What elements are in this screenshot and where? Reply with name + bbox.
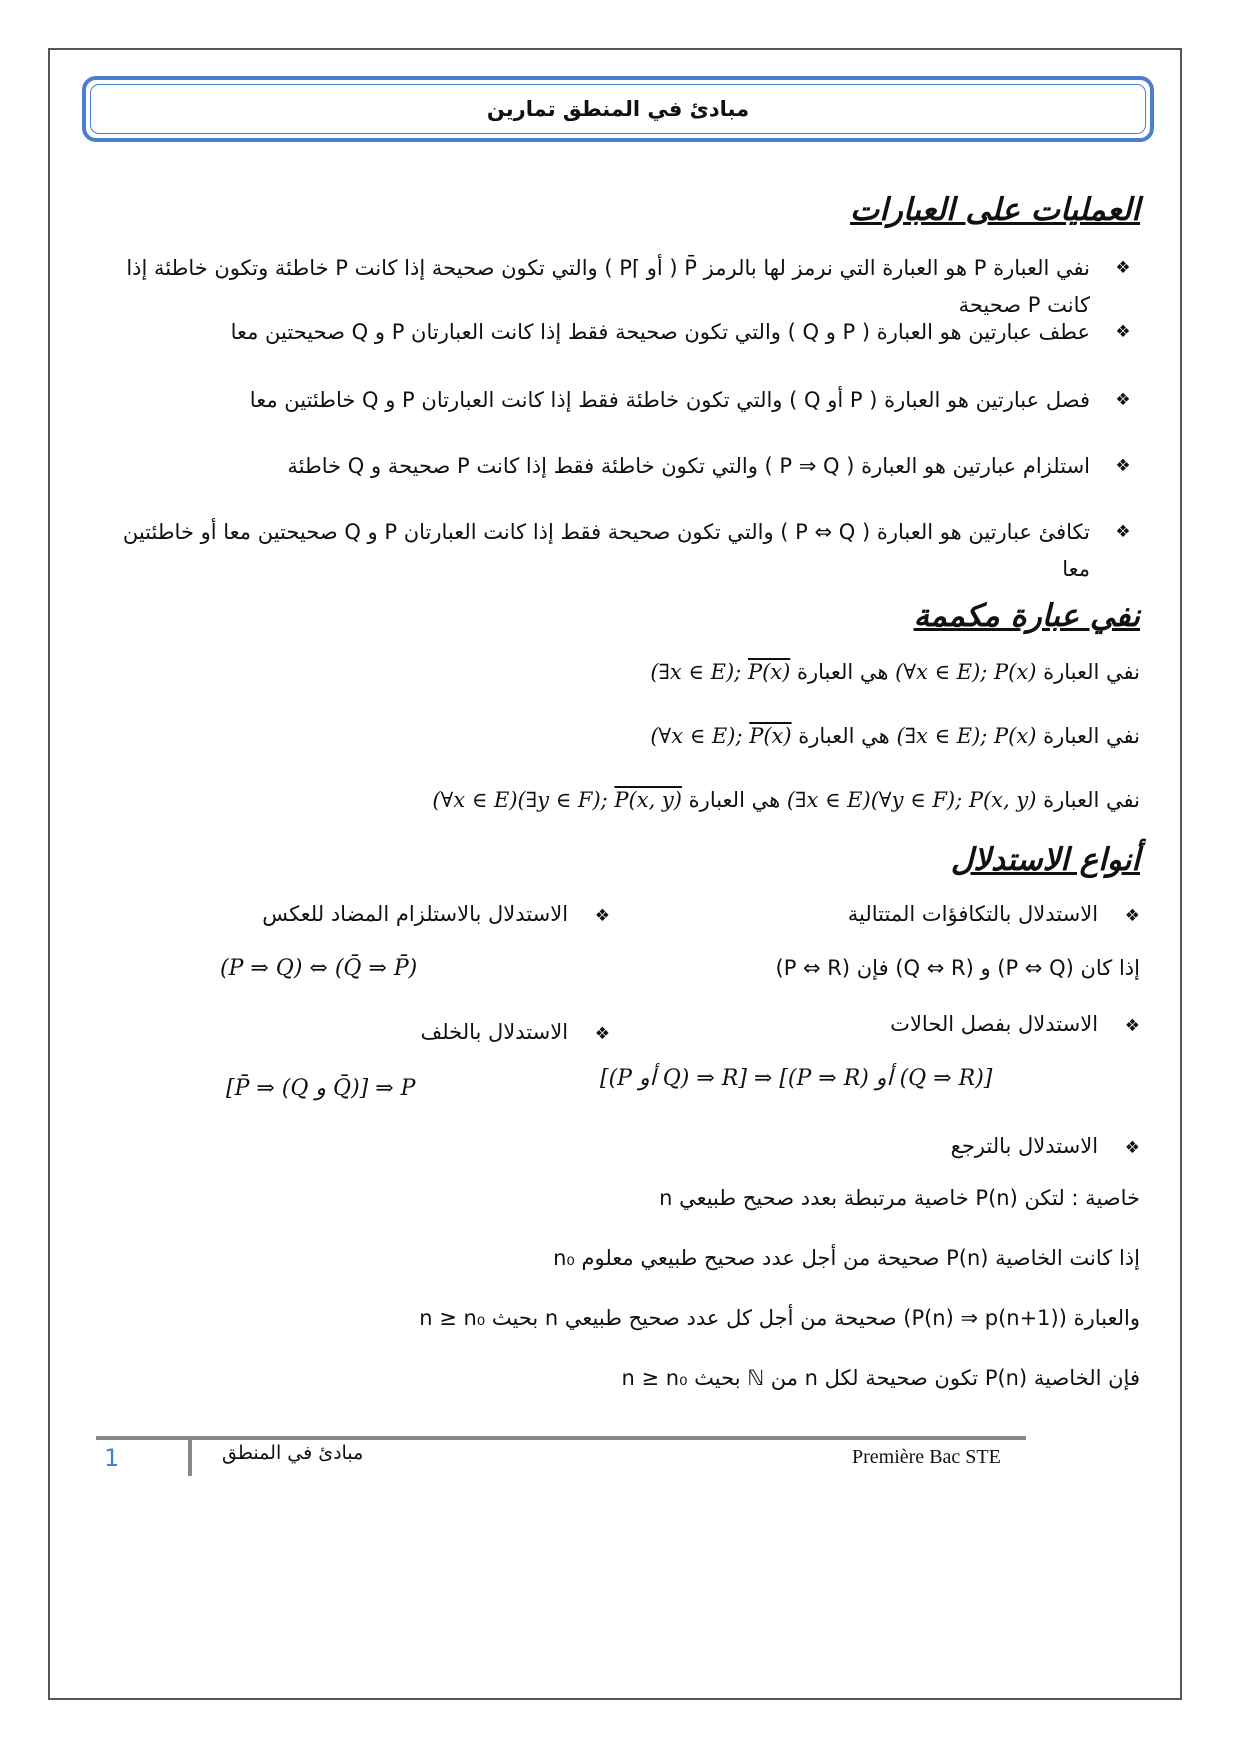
- induction-title-row: [951, 1134, 1140, 1158]
- equiv-title: الاستدلال بالتكافؤات المتتالية: [847, 902, 1099, 926]
- list-item-text: استلزام عبارتين هو العبارة ( P ⇒ Q ) والتي تكون خاطئة فقط إذا كانت P صحيحة و Q خاطئة: [287, 454, 1090, 478]
- footer-divider: [96, 1436, 1026, 1440]
- list-item-text: فصل عبارتين هو العبارة ( P أو Q ) والتي تكون خاطئة فقط إذا كانت العبارتان P و Q خاطئتين معا: [249, 388, 1090, 412]
- negation-line: [100, 660, 1140, 684]
- diamond-bullet-icon: ❖: [1124, 906, 1140, 926]
- diamond-bullet-icon: ❖: [1115, 390, 1131, 410]
- diamond-bullet-icon: ❖: [1115, 322, 1131, 342]
- list-item-text: نفي العبارة P هو العبارة التي نرمز لها بالرمز P̄ ( أو ⌉P ) والتي تكون صحيحة إذا كانت P خاطئة وتكون خاطئة إذا كانت P صحيحة: [126, 256, 1090, 317]
- negation-expression: (∃x ∈ E)(∀y ∈ F); P(x, y): [786, 788, 1037, 812]
- negation-expression: (∃x ∈ E); P(x): [896, 724, 1037, 748]
- cases-title: الاستدلال بفصل الحالات: [890, 1012, 1099, 1036]
- negated-expression: (∀x ∈ E)(∃y ∈ F); P(x, y): [432, 788, 682, 812]
- list-item: [100, 514, 1140, 588]
- page-number: 1: [104, 1444, 120, 1472]
- contra-formula: (P ⇒ Q) ⇔ (Q̄ ⇒ P̄): [220, 956, 418, 981]
- induction-line: خاصية : لتكن P(n) خاصية مرتبطة بعدد صحيح طبيعي n: [659, 1186, 1140, 1210]
- content: [100, 0, 1140, 1754]
- induction-line: إذا كانت الخاصية P(n) صحيحة من أجل عدد صحيح طبيعي معلوم n₀: [553, 1246, 1140, 1270]
- contra-title: الاستدلال بالاستلزام المضاد للعكس: [262, 902, 569, 926]
- diamond-bullet-icon: ❖: [1124, 1016, 1140, 1036]
- diamond-bullet-icon: ❖: [1124, 1138, 1140, 1158]
- list-item-text: تكافئ عبارتين هو العبارة ( P ⇔ Q ) والتي تكون صحيحة فقط إذا كانت العبارتان P و Q صحيحتين معا أو خاطئتين معا: [122, 520, 1090, 581]
- absurd-title: الاستدلال بالخلف: [420, 1020, 569, 1044]
- list-item: [100, 250, 1140, 324]
- negation-expression: (∀x ∈ E); P(x): [895, 660, 1037, 684]
- section-heading-quantified-negation: نفي عبارة مكممة: [913, 598, 1140, 634]
- absurd-title-row: [420, 1020, 610, 1044]
- page-title: مبادئ في المنطق تمارين: [90, 84, 1146, 134]
- footer-separator: [188, 1440, 192, 1476]
- induction-line: والعبارة (P(n) ⇒ p(n+1)) صحيحة من أجل كل عدد صحيح طبيعي n بحيث n ≥ n₀: [419, 1306, 1140, 1330]
- negation-line: [100, 788, 1140, 812]
- negation-line: [100, 724, 1140, 748]
- diamond-bullet-icon: ❖: [594, 906, 610, 926]
- negation-mid: هي العبارة: [798, 724, 890, 748]
- footer-title: مبادئ في المنطق: [222, 1442, 364, 1464]
- induction-line: فإن الخاصية P(n) تكون صحيحة لكل n من ℕ بحيث n ≥ n₀: [621, 1366, 1140, 1390]
- diamond-bullet-icon: ❖: [1115, 456, 1131, 476]
- negation-mid: هي العبارة: [796, 660, 889, 684]
- equiv-line: إذا كان (P ⇔ Q) و (Q ⇔ R) فإن (P ⇔ R): [775, 956, 1140, 980]
- list-item: [100, 448, 1140, 485]
- negated-expression: (∃x ∈ E); P(x): [650, 660, 791, 684]
- equiv-title-row: [848, 902, 1140, 926]
- contra-title-row: [262, 902, 610, 926]
- section-heading-reasoning-types: أنواع الاستدلال: [950, 842, 1140, 878]
- negation-prefix: نفي العبارة: [1043, 660, 1140, 684]
- footer-level: Première Bac STE: [852, 1446, 1001, 1468]
- section-heading-operations: العمليات على العبارات: [850, 192, 1140, 228]
- negation-mid: هي العبارة: [688, 788, 781, 812]
- negation-prefix: نفي العبارة: [1043, 788, 1140, 812]
- induction-title: الاستدلال بالترجع: [950, 1134, 1099, 1158]
- list-item: [100, 382, 1140, 419]
- cases-formula: [(P أو Q) ⇒ R] ⇒ [(P ⇒ R) أو (Q ⇒ R)]: [600, 1066, 993, 1091]
- negation-prefix: نفي العبارة: [1043, 724, 1140, 748]
- diamond-bullet-icon: ❖: [594, 1024, 610, 1044]
- diamond-bullet-icon: ❖: [1115, 258, 1131, 278]
- absurd-formula: [P̄ ⇒ (Q و Q̄)] ⇒ P: [226, 1076, 416, 1101]
- list-item: [100, 314, 1140, 351]
- negated-expression: (∀x ∈ E); P(x): [650, 724, 792, 748]
- list-item-text: عطف عبارتين هو العبارة ( P و Q ) والتي تكون صحيحة فقط إذا كانت العبارتان P و Q صحيحتين معا: [230, 320, 1090, 344]
- diamond-bullet-icon: ❖: [1115, 522, 1131, 542]
- cases-title-row: [890, 1012, 1140, 1036]
